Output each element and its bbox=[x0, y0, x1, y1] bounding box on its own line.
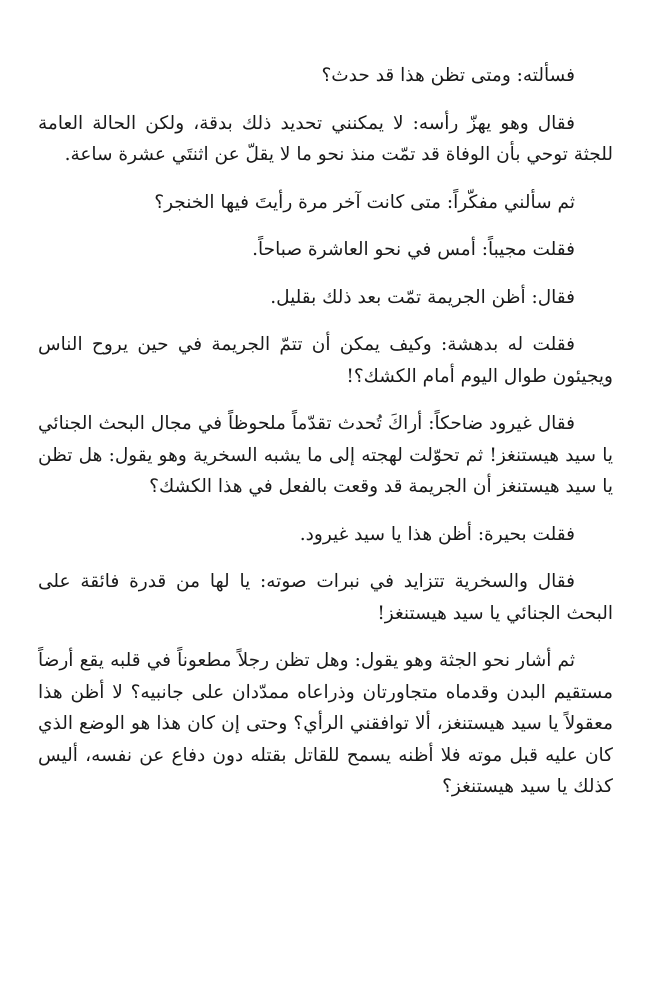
paragraph-3: ثم سألني مفكّراً: متى كانت آخر مرة رأيتَ فيها الخنجر؟ bbox=[154, 191, 575, 213]
paragraph-1: فسألته: ومتى تظن هذا قد حدث؟ bbox=[321, 65, 575, 86]
paragraph-7: فقال غيرود ضاحكاً: أراكَ تُحدث تقدّماً ملحوظاً في مجال البحث الجنائي يا سيد هيستنغز! ثم تحوّلت لهجته إلى ما يشبه السخرية وهو يقول: هل تظن يا سيد هيستنغز أن الجريمة قد وقعت بالفعل في هذا الكشك؟ bbox=[38, 413, 613, 497]
paragraph-2: فقال وهو يهزّ رأسه: لا يمكنني تحديد ذلك بدقة، ولكن الحالة العامة للجثة توحي بأن الوفاة قد تمّت منذ نحو ما لا يقلّ عن اثنتَي عشرة ساعة. bbox=[38, 112, 613, 165]
paragraph-9: فقال والسخرية تتزايد في نبرات صوته: يا لها من قدرة فائقة على البحث الجنائي يا سيد هيستنغز! bbox=[38, 571, 613, 624]
paragraph-6: فقلت له بدهشة: وكيف يمكن أن تتمّ الجريمة في حين يروح الناس ويجيئون طوال اليوم أمام الكشك؟! bbox=[38, 334, 613, 387]
paragraph-8: فقلت بحيرة: أظن هذا يا سيد غيرود. bbox=[299, 523, 575, 545]
book-page bbox=[38, 60, 613, 990]
paragraph-5: فقال: أظن الجريمة تمّت بعد ذلك بقليل. bbox=[270, 286, 575, 308]
paragraph-4: فقلت مجيباً: أمس في نحو العاشرة صباحاً. bbox=[252, 239, 575, 260]
paragraph-10: ثم أشار نحو الجثة وهو يقول: وهل تظن رجلاً مطعوناً في قلبه يقع أرضاً مستقيم البدن وقدماه متجاورتان وذراعاه ممدّدان على جانبيه؟ لا أظن هذا معقولاً يا سيد هيستنغز، ألا توافقني الرأي؟ وحتى إن كان هذا هو الوضع الذي كان عليه قبل موته فلا أظنه يسمح للقاتل بقتله دون دفاع عن نفسه، أليس كذلك يا سيد هيستنغز؟ bbox=[38, 650, 613, 797]
